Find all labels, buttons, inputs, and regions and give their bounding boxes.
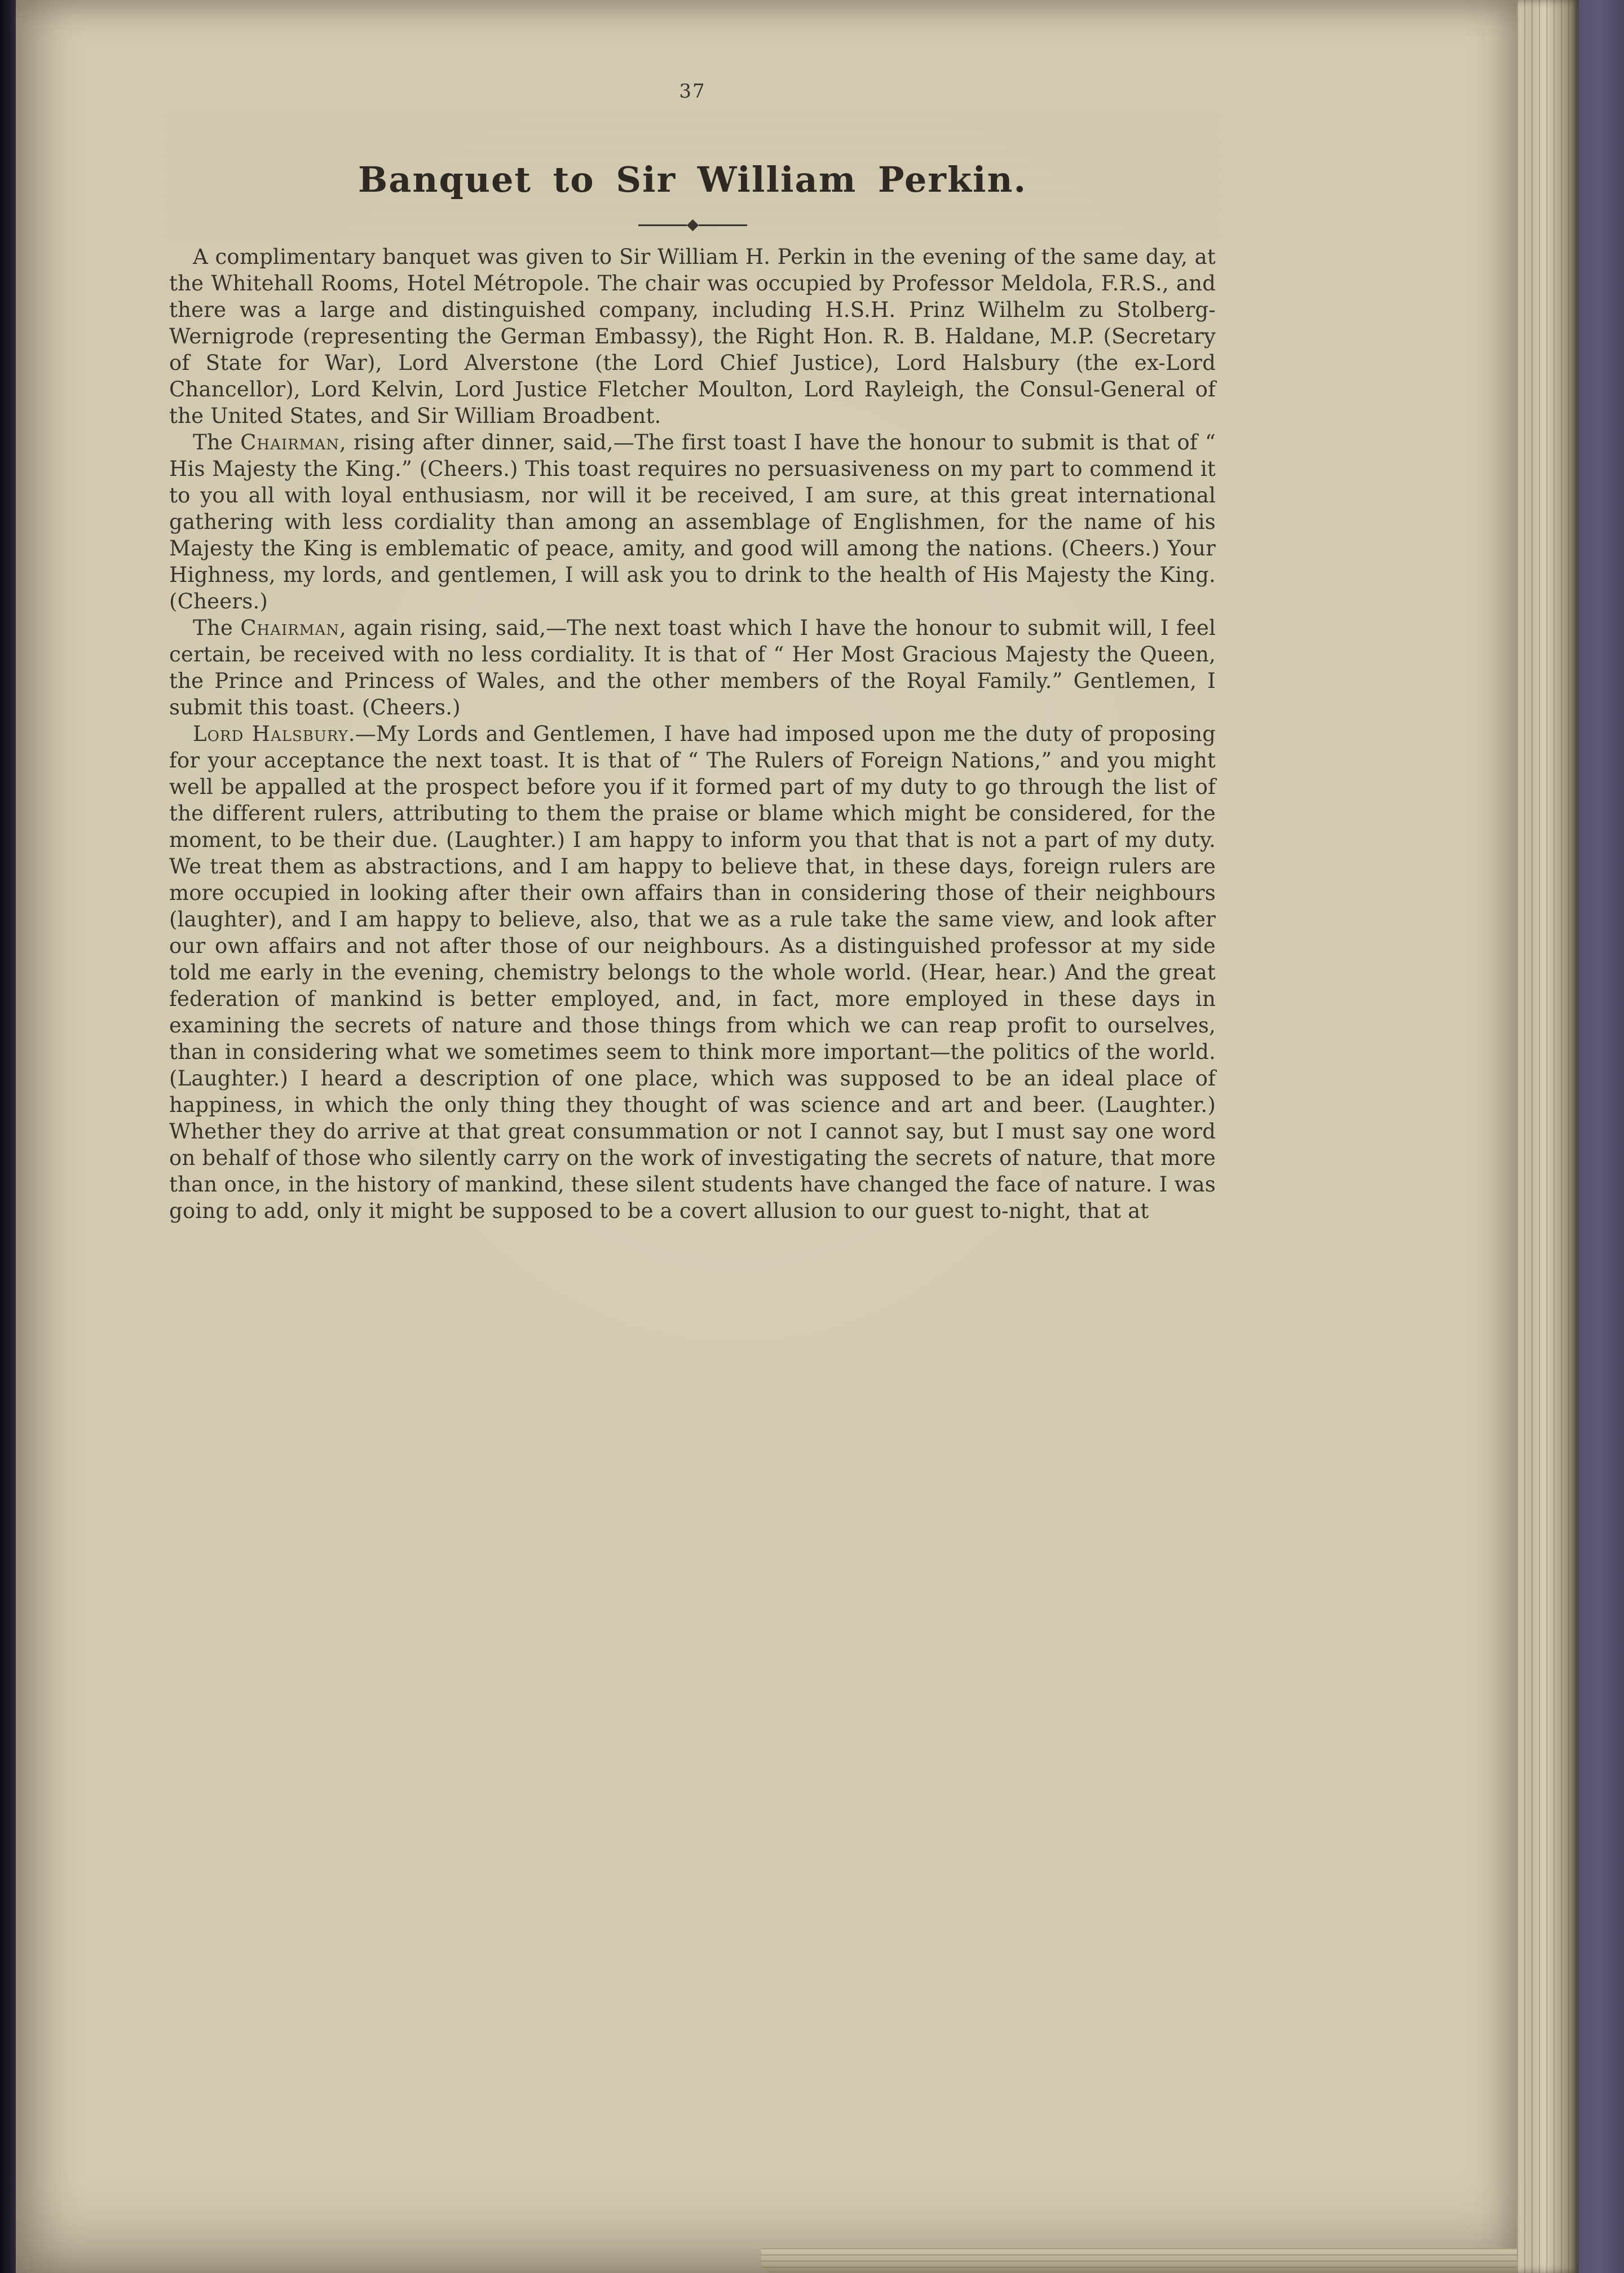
page-title: Banquet to Sir William Perkin. bbox=[358, 159, 1027, 200]
divider-rule-right bbox=[699, 224, 747, 226]
section-divider bbox=[169, 221, 1216, 229]
text-segment: The bbox=[193, 430, 241, 454]
book-cover-left-edge bbox=[0, 0, 16, 2273]
text-segment: , again rising, said,—The next toast which I have the honour to submit will, I feel certain, be received with no less cordiality. It is that of “ Her Most Gracious Majesty the Queen, the Prince and Princess of Wales, and the other members of the Royal Family.” Gentlemen, I submit this toast. (Cheers.) bbox=[169, 616, 1216, 720]
text-segment: Chairman bbox=[240, 430, 339, 454]
page-number: 37 bbox=[679, 80, 706, 103]
diamond-ornament-icon bbox=[686, 219, 698, 231]
text-segment: The bbox=[193, 616, 241, 640]
divider-rule-left bbox=[638, 224, 687, 226]
text-segment: Chairman bbox=[240, 616, 339, 640]
book-cover-right bbox=[1579, 0, 1624, 2273]
text-segment: .—My Lords and Gentlemen, I have had imposed upon me the duty of proposing for your acceptance the next toast. It is that of “ The Rulers of Foreign Nations,” and you might well be appalled at the prospect before you if it formed part of my duty to go through the list of the different rulers, attributing to them the praise or blame which might be considered, for the moment, to be their due. (Laughter.) I am happy to inform you that that is not a part of my duty. We treat them as abstractions, and I am happy to believe that, in these days, foreign rulers are more occupied in looking after their own affairs than in considering those of their neighbours (laughter), and I am happy to believe, also, that we as a rule take the same view, and look after our own affairs and not after those of our neighbours. As a distinguished professor at my side told me early in the evening, chemistry belongs to the whole world. (Hear, hear.) And the great federation of mankind is better employed, and, in fact, more employed in these days in examining the secrets of nature and those things from which we can reap profit to ourselves, than in considering what we sometimes seem to think more important—the politics of the world. (Laughter.) I heard a description of one place, which was supposed to be an ideal place of happiness, in which the only thing they thought of was science and art and beer. (Laughter.) Whether they do arrive at that great consummation or not I cannot say, but I must say one word on behalf of those who silently carry on the work of investigating the secrets of nature, that more than once, in the history of mankind, these silent students have changed the face of nature. I was going to add, only it might be supposed to be a covert allusion to our guest to-night, that at bbox=[169, 722, 1216, 1223]
page-edges-right bbox=[1517, 0, 1579, 2273]
text-segment: , rising after dinner, said,—The first toast I have the honour to submit is that of “ His Majesty the King.” (Cheers.) This toast requires no persuasiveness on my part to commend it to you all with loyal enthusiasm, nor will it be received, I am sure, at this great international gathering with less cordiality than among an assemblage of Englishmen, for the name of his Majesty the King is emblematic of peace, amity, and good will among the nations. (Cheers.) Your Highness, my lords, and gentlemen, I will ask you to drink to the health of His Majesty the King. (Cheers.) bbox=[169, 430, 1216, 614]
paragraph bbox=[169, 244, 1216, 429]
page-edges-bottom bbox=[761, 2248, 1517, 2273]
text-segment: A complimentary banquet was given to Sir William H. Perkin in the evening of the same day, at the Whitehall Rooms, Hotel Métropole. The chair was occupied by Professor Meldola, F.R.S., and there was a large and distinguished company, including H.S.H. Prinz Wilhelm zu Stolberg-Wernigrode (representing the German Embassy), the Right Hon. R. B. Haldane, M.P. (Secretary of State for War), Lord Alverstone (the Lord Chief Justice), Lord Halsbury (the ex-Lord Chancellor), Lord Kelvin, Lord Justice Fletcher Moulton, Lord Rayleigh, the Consul-General of the United States, and Sir William Broadbent. bbox=[169, 245, 1216, 428]
body-text bbox=[169, 244, 1216, 1224]
book-page bbox=[16, 0, 1517, 2273]
paragraph bbox=[169, 721, 1216, 1224]
paragraph bbox=[169, 615, 1216, 721]
paragraph bbox=[169, 429, 1216, 615]
text-segment: Lord Halsbury bbox=[193, 722, 348, 746]
